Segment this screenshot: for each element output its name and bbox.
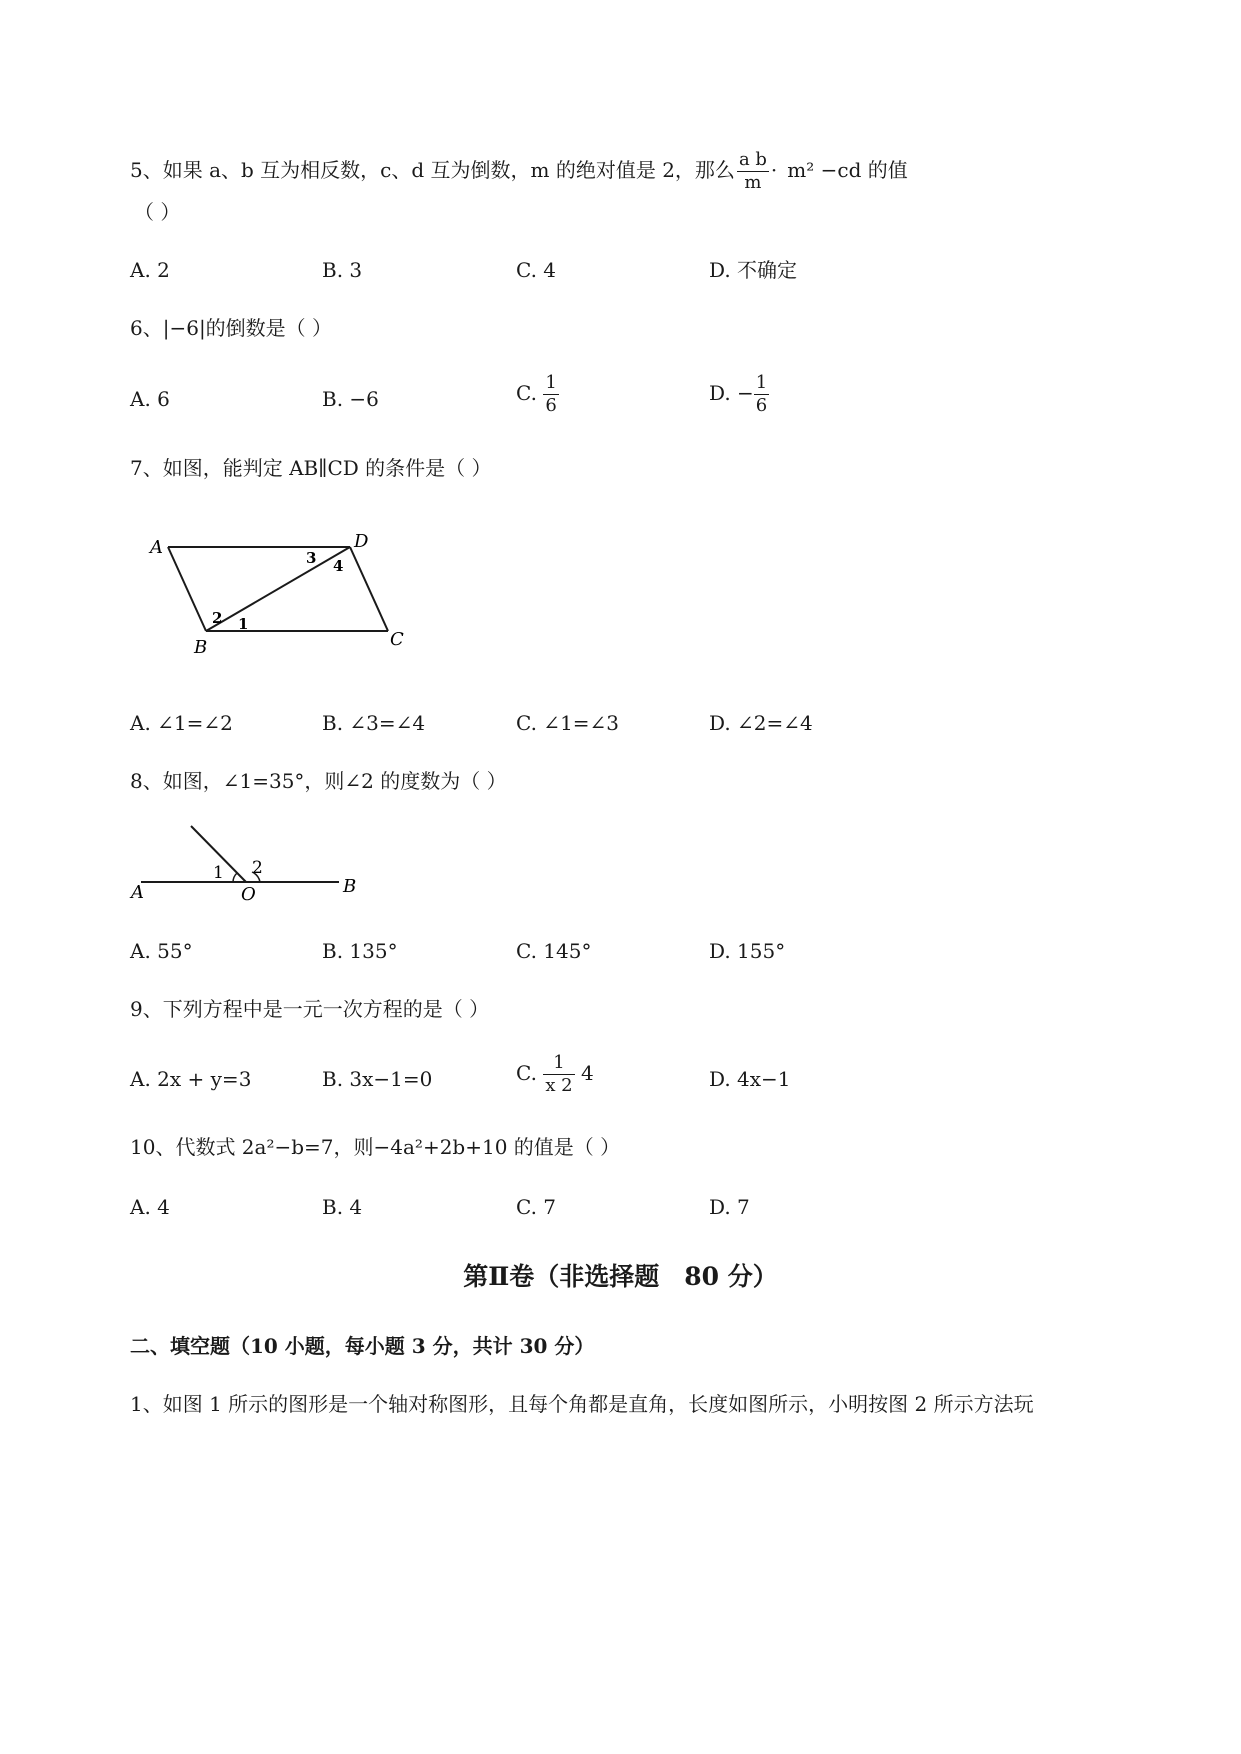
q5-frac-mark: · bbox=[770, 158, 778, 182]
q8-arc-1 bbox=[233, 873, 237, 882]
q7-option-d[interactable]: D. ∠2=∠4 bbox=[709, 711, 813, 735]
q6-option-c-fraction bbox=[543, 372, 558, 417]
q10-option-d[interactable]: D. 7 bbox=[709, 1195, 750, 1219]
q6-stem: 6、|−6|的倒数是（ ） bbox=[130, 316, 333, 340]
q8-option-b[interactable]: B. 135° bbox=[322, 939, 398, 963]
q9-option-b[interactable]: B. 3x−1=0 bbox=[322, 1067, 433, 1091]
q7-angle-3: 3 bbox=[306, 549, 317, 567]
q9-option-c-suffix: 4 bbox=[581, 1061, 594, 1085]
q10-option-a[interactable]: A. 4 bbox=[130, 1195, 170, 1219]
q7-segment-ab bbox=[168, 547, 206, 631]
q9-option-a[interactable]: A. 2x + y=3 bbox=[130, 1067, 252, 1091]
part2-q1-stem: 1、如图 1 所示的图形是一个轴对称图形，且每个角都是直角，长度如图所示，小明按图 2 所示方法玩 bbox=[130, 1392, 1034, 1416]
q7-segment-dc bbox=[350, 547, 388, 631]
q6-option-a[interactable]: A. 6 bbox=[130, 387, 170, 411]
q8-option-a[interactable]: A. 55° bbox=[130, 939, 193, 963]
q8-angle-2-label: 2 bbox=[252, 858, 263, 878]
q8-angle-figure bbox=[125, 820, 375, 910]
q10-stem: 10、代数式 2a²−b=7，则−4a²+2b+10 的值是（ ） bbox=[130, 1135, 621, 1159]
q7-angle-4: 4 bbox=[333, 557, 344, 575]
q8-angle-1-label: 1 bbox=[213, 863, 224, 883]
q9-option-c[interactable] bbox=[516, 1052, 594, 1097]
q5-stem-before: 5、如果 a、b 互为相反数，c、d 互为倒数，m 的绝对值是 2，那么 bbox=[130, 158, 735, 182]
q6-option-d-fraction bbox=[754, 372, 769, 417]
q5-option-d[interactable]: D. 不确定 bbox=[709, 258, 798, 282]
q5-option-b[interactable]: B. 3 bbox=[322, 258, 363, 282]
q9-option-d[interactable]: D. 4x−1 bbox=[709, 1067, 791, 1091]
q7-stem: 7、如图，能判定 AB∥CD 的条件是（ ） bbox=[130, 456, 492, 480]
q9-option-c-prefix: C. bbox=[516, 1061, 537, 1085]
q7-diagonal-bd bbox=[206, 547, 350, 631]
q7-parallelogram-figure bbox=[140, 525, 420, 665]
q7-label-a: A bbox=[150, 537, 163, 558]
q5-option-a[interactable]: A. 2 bbox=[130, 258, 170, 282]
q7-angle-2: 2 bbox=[212, 609, 223, 627]
q6-d-num: 1 bbox=[755, 372, 768, 393]
q5-option-c[interactable]: C. 4 bbox=[516, 258, 557, 282]
q6-option-c[interactable] bbox=[516, 372, 559, 417]
q6-option-d-prefix: D. − bbox=[709, 381, 754, 405]
q9-stem: 9、下列方程中是一元一次方程的是（ ） bbox=[130, 997, 490, 1021]
q10-option-c[interactable]: C. 7 bbox=[516, 1195, 557, 1219]
q7-option-c[interactable]: C. ∠1=∠3 bbox=[516, 711, 620, 735]
q8-label-a: A bbox=[131, 882, 144, 903]
q5-frac-num: a b bbox=[738, 149, 767, 170]
q8-label-o: O bbox=[241, 884, 256, 905]
q10-option-b[interactable]: B. 4 bbox=[322, 1195, 363, 1219]
q9-c-den: x 2 bbox=[545, 1075, 573, 1096]
q5-answer-paren: （ ） bbox=[134, 200, 181, 224]
q5-fraction bbox=[737, 149, 769, 194]
q5-stem-after: m² −cd 的值 bbox=[787, 158, 908, 182]
q7-label-b: B bbox=[194, 637, 208, 658]
q6-c-num: 1 bbox=[545, 372, 557, 393]
part2-section-heading: 二、填空题（10 小题，每小题 3 分，共计 30 分） bbox=[130, 1334, 595, 1358]
q6-option-d[interactable] bbox=[709, 372, 769, 417]
q6-option-c-prefix: C. bbox=[516, 381, 537, 405]
q7-label-d: D bbox=[354, 531, 369, 552]
q8-option-c[interactable]: C. 145° bbox=[516, 939, 592, 963]
q6-option-b[interactable]: B. −6 bbox=[322, 387, 379, 411]
part2-title: 第Ⅱ卷（非选择题 80 分） bbox=[463, 1262, 778, 1291]
q9-c-num: 1 bbox=[553, 1052, 565, 1073]
q7-option-a[interactable]: A. ∠1=∠2 bbox=[130, 711, 233, 735]
q8-option-d[interactable]: D. 155° bbox=[709, 939, 786, 963]
q6-d-den: 6 bbox=[755, 395, 768, 416]
q5-stem bbox=[130, 149, 908, 194]
q6-c-den: 6 bbox=[545, 395, 557, 416]
q5-frac-den: m bbox=[737, 171, 769, 194]
q8-label-b: B bbox=[343, 876, 357, 897]
q7-angle-1: 1 bbox=[238, 615, 249, 633]
q7-option-b[interactable]: B. ∠3=∠4 bbox=[322, 711, 426, 735]
q9-option-c-fraction bbox=[543, 1052, 574, 1097]
q8-stem: 8、如图，∠1=35°，则∠2 的度数为（ ） bbox=[130, 769, 507, 793]
q7-label-c: C bbox=[390, 629, 404, 650]
